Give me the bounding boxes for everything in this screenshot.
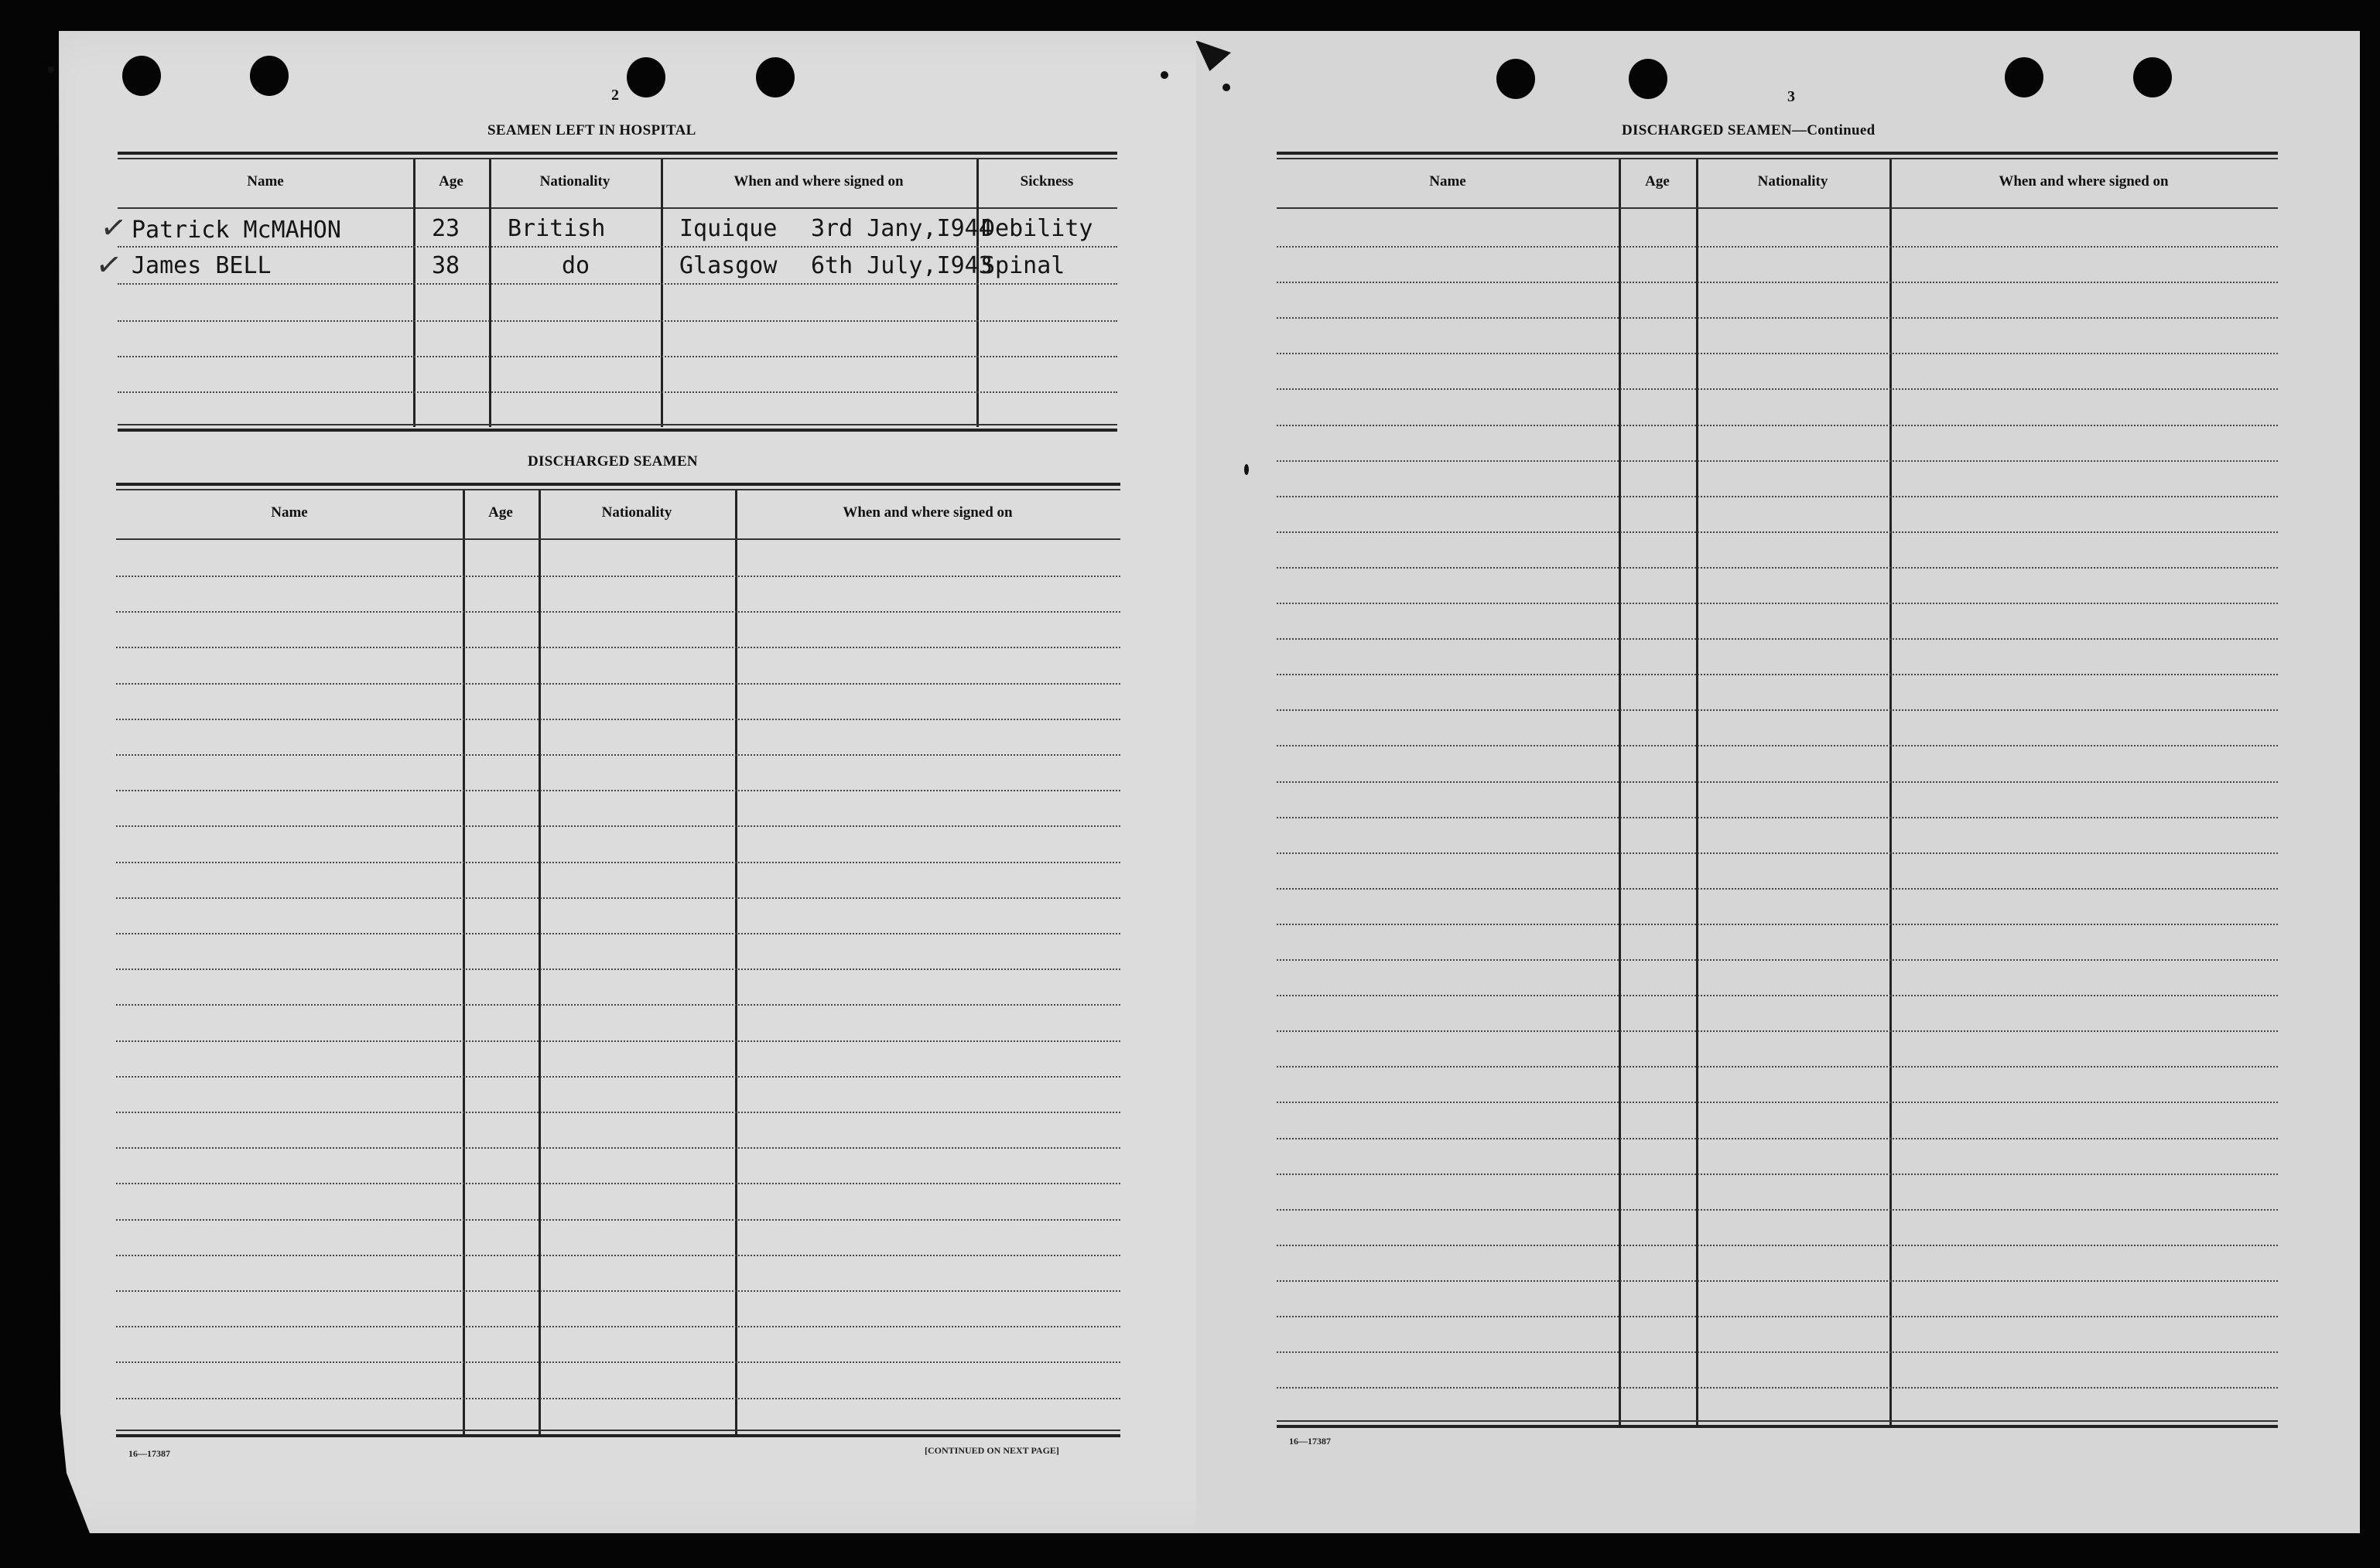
row-line <box>1277 353 2278 354</box>
row-line <box>116 1040 1120 1042</box>
row-line <box>1277 1351 2278 1353</box>
cell-sickness: Spinal <box>981 252 1065 279</box>
row-line <box>1277 460 2278 462</box>
column-header-signed-on: When and where signed on <box>843 504 1013 521</box>
ink-speck <box>1244 464 1249 475</box>
row-line <box>116 790 1120 791</box>
column-header-name: Name <box>247 173 284 190</box>
row-line <box>116 933 1120 934</box>
ink-speck <box>1161 71 1168 79</box>
row-line <box>1277 745 2278 746</box>
row-line <box>116 1112 1120 1113</box>
row-line <box>116 862 1120 863</box>
punch-hole-icon <box>250 56 289 96</box>
column-divider <box>1696 159 1698 1425</box>
punch-hole-icon <box>1496 59 1535 99</box>
column-header-nationality: Nationality <box>601 504 672 521</box>
column-header-age: Age <box>1645 173 1670 190</box>
row-line <box>116 1361 1120 1363</box>
cell-nationality: British <box>508 215 606 242</box>
page-number-right: 3 <box>1787 88 1795 105</box>
column-divider <box>539 490 541 1434</box>
punch-hole-icon <box>2005 57 2043 97</box>
row-line <box>1277 1387 2278 1389</box>
row-line <box>116 968 1120 970</box>
punch-hole-icon <box>2133 57 2172 97</box>
row-line <box>1277 317 2278 319</box>
table-top-rule-thin <box>1277 158 2278 159</box>
row-line <box>1277 638 2278 640</box>
column-header-age: Age <box>439 173 463 190</box>
row-line <box>116 611 1120 613</box>
table-top-rule-thin <box>118 158 1117 159</box>
row-line <box>1277 531 2278 533</box>
header-bottom-rule <box>116 538 1120 540</box>
cell-age: 23 <box>432 215 460 242</box>
row-line <box>116 1147 1120 1149</box>
column-header-nationality: Nationality <box>539 173 610 190</box>
discharged-table-left <box>116 483 1120 1437</box>
table-bottom-rule <box>118 424 1117 425</box>
table-bottom-rule <box>1277 1420 2278 1422</box>
punch-hole-icon <box>627 57 665 97</box>
row-line <box>1277 1138 2278 1139</box>
row-line <box>116 1326 1120 1327</box>
row-line <box>1277 1316 2278 1317</box>
row-line <box>116 683 1120 685</box>
row-line <box>116 576 1120 577</box>
table-bottom-rule-thick <box>1277 1425 2278 1428</box>
row-line <box>1277 1066 2278 1068</box>
row-line <box>1277 995 2278 996</box>
hospital-section-title: SEAMEN LEFT IN HOSPITAL <box>487 122 696 138</box>
row-line <box>118 356 1117 357</box>
cell-signed-place: Glasgow <box>679 252 778 279</box>
row-line <box>1277 1030 2278 1032</box>
row-line <box>116 719 1120 720</box>
column-divider <box>1889 159 1892 1425</box>
row-line <box>1277 496 2278 497</box>
cell-name: Patrick McMAHON <box>132 217 341 244</box>
table-top-rule <box>1277 152 2278 155</box>
cell-nationality: do <box>562 252 590 279</box>
column-divider <box>661 159 663 427</box>
form-code-left: 16—17387 <box>128 1448 170 1459</box>
row-line <box>116 1183 1120 1184</box>
row-line <box>1277 924 2278 925</box>
column-header-nationality: Nationality <box>1757 173 1828 190</box>
row-line <box>116 825 1120 827</box>
row-line <box>1277 709 2278 711</box>
check-mark-icon: ✓ <box>97 208 129 248</box>
row-line <box>1277 674 2278 675</box>
row-line <box>1277 282 2278 283</box>
column-header-signed-on: When and where signed on <box>1999 173 2169 190</box>
column-header-age: Age <box>488 504 513 521</box>
punch-hole-icon <box>1629 59 1667 99</box>
row-line <box>116 897 1120 899</box>
column-divider <box>489 159 491 427</box>
column-divider <box>1619 159 1621 1425</box>
column-header-name: Name <box>1429 173 1466 190</box>
continued-note: [CONTINUED ON NEXT PAGE] <box>925 1445 1059 1456</box>
cell-name: James BELL <box>132 252 272 279</box>
column-header-name: Name <box>271 504 308 521</box>
table-top-rule <box>118 152 1117 155</box>
row-line <box>1277 425 2278 426</box>
discharged-section-title: DISCHARGED SEAMEN <box>528 453 698 470</box>
row-line <box>118 246 1117 248</box>
check-mark-icon: ✓ <box>93 245 125 285</box>
row-line <box>116 754 1120 756</box>
row-line <box>116 1004 1120 1006</box>
header-bottom-rule <box>118 207 1117 209</box>
header-bottom-rule <box>1277 207 2278 209</box>
discharged-continued-title: DISCHARGED SEAMEN—Continued <box>1622 122 1876 138</box>
row-line <box>1277 888 2278 890</box>
hospital-table <box>93 152 1117 432</box>
cell-signed-date: 3rd Jany,I944 <box>811 215 993 242</box>
row-line <box>118 320 1117 322</box>
punch-hole-icon <box>122 56 161 96</box>
row-line <box>1277 781 2278 783</box>
row-line <box>116 1290 1120 1292</box>
row-line <box>1277 959 2278 961</box>
row-line <box>1277 388 2278 390</box>
row-line <box>116 647 1120 648</box>
row-line <box>116 1255 1120 1256</box>
cell-sickness: Debility <box>981 215 1093 242</box>
row-line <box>1277 1102 2278 1103</box>
discharged-table-right <box>1277 152 2278 1428</box>
row-line <box>116 1076 1120 1078</box>
cell-signed-place: Iquique <box>679 215 778 242</box>
column-divider <box>735 490 737 1434</box>
row-line <box>118 283 1117 285</box>
table-bottom-rule-thick <box>116 1434 1120 1437</box>
table-top-rule-thin <box>116 489 1120 490</box>
row-line <box>1277 246 2278 248</box>
row-line <box>1277 603 2278 604</box>
form-code-right: 16—17387 <box>1289 1436 1331 1447</box>
table-top-rule <box>116 483 1120 486</box>
table-bottom-rule-thick <box>118 429 1117 432</box>
row-line <box>116 1219 1120 1221</box>
ink-speck <box>48 67 54 73</box>
row-line <box>1277 852 2278 854</box>
column-divider <box>463 490 465 1434</box>
row-line <box>1277 1245 2278 1246</box>
cell-signed-date: 6th July,I943 <box>811 252 993 279</box>
column-divider <box>976 159 979 427</box>
punch-hole-icon <box>756 57 795 97</box>
row-line <box>1277 1173 2278 1175</box>
cell-age: 38 <box>432 252 460 279</box>
row-line <box>1277 567 2278 569</box>
column-header-signed-on: When and where signed on <box>733 173 904 190</box>
row-line <box>118 391 1117 393</box>
row-line <box>116 1398 1120 1399</box>
column-divider <box>413 159 415 427</box>
row-line <box>1277 817 2278 818</box>
page-number-left: 2 <box>611 87 619 104</box>
row-line <box>1277 1280 2278 1282</box>
row-line <box>1277 1209 2278 1211</box>
column-header-sickness: Sickness <box>1020 173 1074 190</box>
table-bottom-rule <box>116 1430 1120 1431</box>
ink-speck <box>1222 84 1230 91</box>
